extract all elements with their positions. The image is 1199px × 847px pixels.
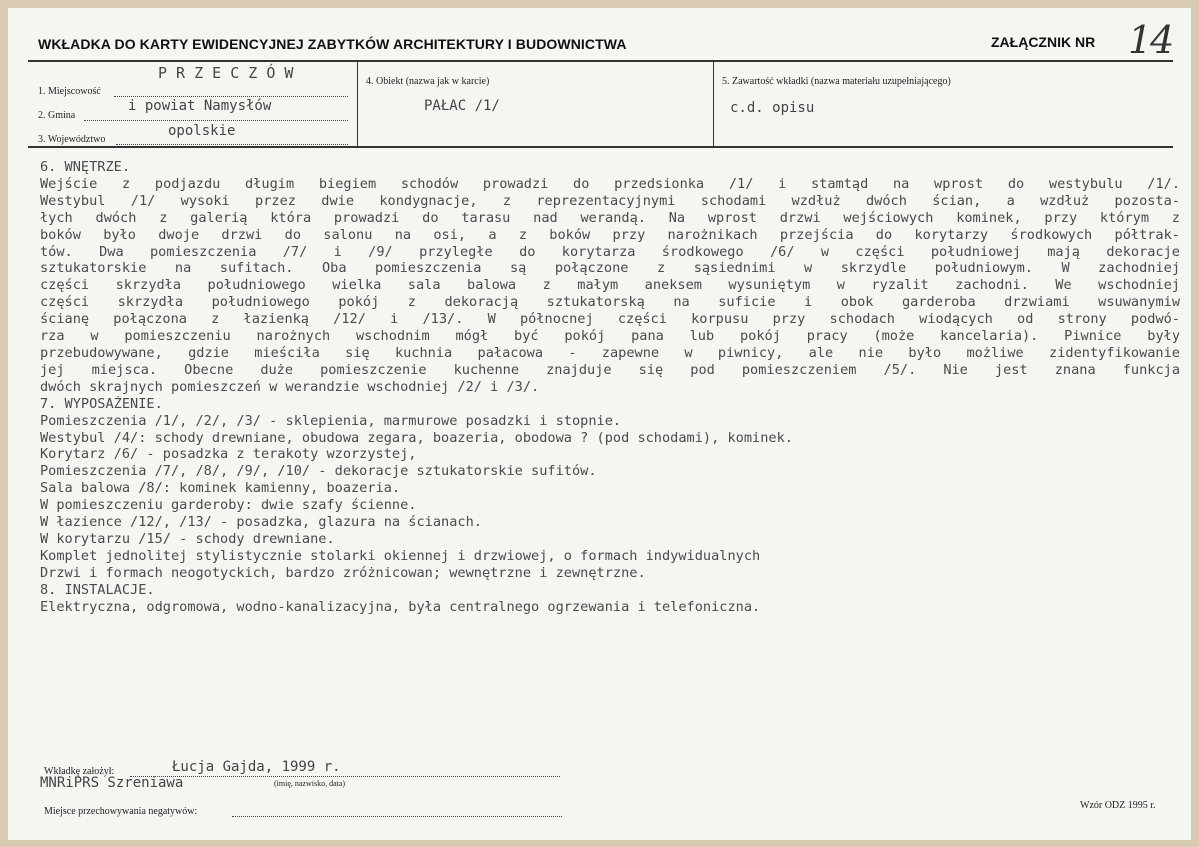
text-line: Drzwi i formach neogotyckich, bardzo zróżnicowan; wewnętrzne i zewnętrzne. bbox=[40, 564, 646, 581]
text-line: W korytarzu /15/ - schody drewniane. bbox=[40, 530, 335, 547]
text-line: jej miejsca. Obecne duże pomieszczenie kuchenne znajduje się pod pomieszczeniem /5/. Nie jest znana funkcja bbox=[40, 361, 1180, 378]
negatives-dots bbox=[232, 816, 562, 817]
negatives-label: Miejsce przechowywania negatywów: bbox=[44, 806, 198, 817]
identification-box bbox=[28, 60, 1173, 148]
text-line: ścianę połączona z łazienką /12/ i /13/. W północnej części korpusu przy schodach wiodących od strony podwó- bbox=[40, 311, 1180, 328]
text-line: łych dwóch z galerią która prowadzi do tarasu nad werandą. Na wprost drzwi wejściowych kominek, przy którym z bbox=[40, 209, 1180, 226]
document-title: WKŁADKA DO KARTY EWIDENCYJNEJ ZABYTKÓW ARCHITEKTURY I BUDOWNICTWA bbox=[38, 36, 627, 52]
contents-value: c.d. opisu bbox=[730, 100, 815, 116]
locality-label: 1. Miejscowość bbox=[38, 86, 101, 97]
annex-label: ZAŁĄCZNIK NR bbox=[991, 34, 1096, 50]
voivodeship-label: 3. Województwo bbox=[38, 134, 106, 145]
location-column bbox=[28, 62, 358, 146]
document-sheet bbox=[8, 8, 1191, 840]
text-line: Westybul /4/: schody drewniane, obudowa zegara, boazeria, obodowa ? (pod schodami), kominek. bbox=[40, 429, 793, 446]
text-line: Pomieszczenia /7/, /8/, /9/, /10/ - dekoracje sztukatorskie sufitów. bbox=[40, 463, 597, 480]
text-line: tów. Dwa pomieszczenia /7/ i /9/ przyległe do korytarza środkowego /6/ w części południowej mają dekoracje bbox=[40, 243, 1180, 260]
text-line: boków było dwoje drzwi do salonu na osi, a z boków przy narożnikach przejścia do korytarzy środkowych półtrak- bbox=[40, 226, 1180, 243]
text-line: 7. WYPOSAŻENIE. bbox=[40, 395, 163, 412]
text-line: W łazience /12/, /13/ - posadzka, glazura na ścianach. bbox=[40, 514, 482, 531]
locality-dots bbox=[114, 96, 348, 97]
voivodeship-value: opolskie bbox=[168, 123, 236, 139]
form-id: Wzór ODZ 1995 r. bbox=[1080, 800, 1156, 811]
author-hint: (imię, nazwisko, data) bbox=[274, 779, 346, 788]
text-line: Sala balowa /8/: kominek kamienny, boazeria. bbox=[40, 480, 401, 497]
text-line: 6. WNĘTRZE. bbox=[40, 159, 131, 175]
typed-description bbox=[40, 159, 1180, 615]
author-dots bbox=[130, 776, 560, 777]
text-line: przebudowywane, gdzie mieściła się kuchnia pałacowa - zapewne w piwnicy, ale nie było możliwe zidentyfikowanie bbox=[40, 344, 1180, 361]
locality-value: P R Z E C Z Ó W bbox=[158, 64, 294, 82]
object-label: 4. Obiekt (nazwa jak w karcie) bbox=[366, 76, 490, 87]
author-label: Wkładkę założył: bbox=[44, 766, 115, 777]
text-line: sztukatorskie na sufitach. Oba pomieszczenia są połączone z sąsiednimi w skrzydle południowym. W zachodniej bbox=[40, 260, 1180, 277]
contents-column bbox=[714, 62, 1173, 146]
commune-value: i powiat Namysłów bbox=[128, 98, 272, 114]
object-value: PAŁAC /1/ bbox=[424, 98, 500, 114]
author-value: Łucja Gajda, 1999 r. bbox=[172, 759, 341, 775]
text-line: Pomieszczenia /1/, /2/, /3/ - sklepienia, marmurowe posadzki i stopnie. bbox=[40, 412, 622, 429]
voivodeship-dots bbox=[116, 144, 348, 145]
annex-number: 14 bbox=[1128, 18, 1173, 62]
text-line: części skrzydła południowego wielka sala balowa z małym aneksem wysuniętym w ryzalit zachodni. We wschodniej bbox=[40, 277, 1180, 294]
contents-label: 5. Zawartość wkładki (nazwa materiału uzupełniającego) bbox=[722, 76, 951, 87]
object-column bbox=[358, 62, 714, 146]
text-line: Westybul /1/ wysoki przez dwie kondygnacje, z reprezentacyjnymi schodami wzdłuż dwóch ścian, a wzdłuż pozosta- bbox=[40, 192, 1180, 209]
text-line: rza w pomieszczeniu narożnych wschodnim mógł być pokój pana lub pokój pracy (może kancelaria). Piwnice były bbox=[40, 328, 1180, 345]
text-line: Elektryczna, odgromowa, wodno-kanalizacyjna, była centralnego ogrzewania i telefoniczna. bbox=[40, 598, 761, 615]
commune-label-text: 2. Gmina bbox=[38, 110, 76, 121]
text-line: części skrzydła południowego pokój z dekoracją sztukatorską na suficie i obok garderoba drzwiami wsuwanymiw bbox=[40, 294, 1180, 311]
text-line: 8. INSTALACJE. bbox=[40, 581, 155, 598]
commune-dots bbox=[84, 120, 348, 121]
text-line: Komplet jednolitej stylistycznie stolarki okiennej i drzwiowej, o formach indywidualnych bbox=[40, 547, 761, 564]
text-line: dwóch skrajnych pomieszczeń w werandzie wschodniej /2/ i /3/. bbox=[40, 378, 540, 395]
text-line: Wejście z podjazdu długim biegiem schodów prowadzi do przedsionka /1/ i stamtąd na wprost do westybulu /1/. bbox=[40, 175, 1180, 192]
text-line: W pomieszczeniu garderoby: dwie szafy ścienne. bbox=[40, 497, 417, 514]
text-line: Korytarz /6/ - posadzka z terakoty wzorzystej, bbox=[40, 446, 417, 463]
institution-stamp: MNRiPRS Szreniawa bbox=[40, 775, 184, 791]
